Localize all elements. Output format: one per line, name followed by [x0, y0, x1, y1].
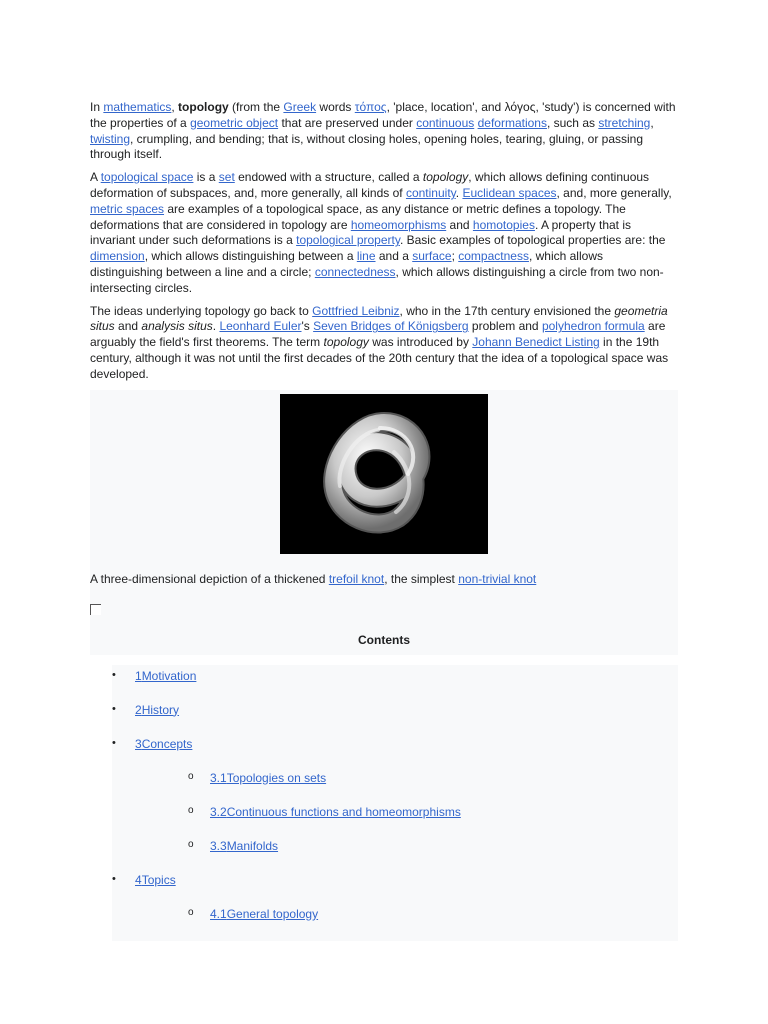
- toc-item: [90, 737, 678, 771]
- toc-link[interactable]: [135, 703, 179, 717]
- text: , which allows distinguishing between a line and a circle;: [90, 249, 603, 279]
- italic-topology: topology: [323, 335, 369, 350]
- text: , 'place, location', and λόγος, 'study') is concerned with the properties of a: [90, 100, 676, 130]
- text: problem and: [468, 319, 542, 334]
- toc-number: 3.2: [210, 804, 227, 819]
- text: , the simplest: [384, 571, 459, 586]
- toc-label: Topologies on sets: [226, 770, 327, 785]
- toc-item: [90, 873, 678, 907]
- text: and: [446, 217, 473, 232]
- text: A three-dimensional depiction of a thickened: [90, 571, 329, 586]
- text: , which allows defining continuous deformation of subspaces, and, more generally, all kinds of: [90, 170, 650, 200]
- link-homeomorphisms[interactable]: homeomorphisms: [350, 217, 447, 232]
- toc-number: 2: [135, 702, 142, 717]
- text: , such as: [546, 115, 599, 130]
- link-set[interactable]: set: [218, 170, 235, 185]
- toc-link[interactable]: [135, 873, 176, 887]
- link-euler[interactable]: Leonhard Euler: [219, 319, 302, 334]
- toc-label: General topology: [226, 906, 319, 921]
- toc-item: [90, 771, 678, 805]
- bullet-icon: •: [112, 736, 116, 749]
- text: ,: [171, 100, 179, 114]
- toc-item: [90, 805, 678, 839]
- bullet-icon: o: [188, 906, 194, 918]
- history-paragraph: [90, 304, 678, 383]
- toc-link[interactable]: [210, 839, 278, 853]
- text: . A property that is invariant under such deformations is a: [90, 217, 632, 248]
- link-line[interactable]: line: [356, 249, 376, 264]
- toc-number: 3: [135, 736, 142, 751]
- toc-number: 3.1: [210, 770, 227, 785]
- toc-label: History: [141, 702, 180, 717]
- toc-link[interactable]: [135, 737, 192, 751]
- toc-link[interactable]: [135, 669, 196, 683]
- link-continuity[interactable]: continuity: [405, 185, 456, 200]
- text: , and, more generally,: [556, 185, 672, 200]
- text: A: [90, 170, 101, 185]
- text: , which allows distinguishing a circle from two non-intersecting circles.: [90, 264, 664, 295]
- text: The ideas underlying topology go back to: [90, 303, 313, 318]
- toc-link[interactable]: [210, 771, 326, 785]
- bullet-icon: o: [188, 804, 194, 816]
- toc-label: Concepts: [141, 736, 193, 751]
- text: endowed with a structure, called a: [234, 170, 423, 185]
- toc-label: Motivation: [141, 668, 197, 683]
- link-homotopies[interactable]: homotopies: [472, 217, 535, 232]
- link-metric-spaces[interactable]: metric spaces: [90, 201, 165, 216]
- link-mathematics[interactable]: mathematics: [103, 100, 172, 114]
- text: .: [455, 185, 463, 200]
- intro-paragraph: [90, 100, 678, 163]
- toc-link[interactable]: [210, 907, 318, 921]
- toc-number: 1: [135, 668, 142, 683]
- text: words: [316, 100, 355, 114]
- toc-item: [90, 703, 678, 737]
- link-continuous[interactable]: continuous: [416, 115, 475, 130]
- italic-geometria-situs: geometria situs: [90, 303, 668, 334]
- link-euclidean-spaces[interactable]: Euclidean spaces: [462, 185, 557, 200]
- link-non-trivial-knot[interactable]: non-trivial knot: [458, 571, 537, 586]
- link-twisting[interactable]: twisting: [90, 131, 131, 146]
- toc-label: Continuous functions and homeomorphisms: [226, 804, 461, 819]
- italic-analysis-situs: analysis situs: [141, 319, 213, 334]
- trefoil-knot-image: [280, 394, 488, 554]
- toc-toggle-checkbox[interactable]: [90, 604, 101, 615]
- definition-paragraph: [90, 170, 678, 296]
- text: , crumpling, and bending; that is, without closing holes, opening holes, tearing, gluing, or passing through itself.: [90, 131, 644, 162]
- toc-title: Contents: [358, 632, 410, 647]
- text: and a: [375, 249, 413, 264]
- link-greek[interactable]: Greek: [283, 100, 317, 114]
- text: 's: [301, 319, 314, 334]
- text: was introduced by: [368, 335, 473, 350]
- link-topos[interactable]: τόπος: [354, 100, 387, 114]
- link-leibniz[interactable]: Gottfried Leibniz: [312, 303, 400, 318]
- figure-caption: [90, 572, 678, 587]
- toc-list: [112, 665, 678, 941]
- link-trefoil-knot[interactable]: trefoil knot: [328, 571, 385, 586]
- bullet-icon: o: [188, 770, 194, 782]
- toc-link[interactable]: [210, 805, 461, 819]
- bullet-icon: •: [112, 702, 116, 715]
- link-surface[interactable]: surface: [412, 249, 452, 264]
- link-topological-space[interactable]: topological space: [100, 170, 194, 185]
- article-body: [90, 100, 678, 941]
- toc-number: 3.3: [210, 838, 227, 853]
- link-stretching[interactable]: stretching: [598, 115, 651, 130]
- link-dimension[interactable]: dimension: [90, 249, 145, 264]
- bullet-icon: •: [112, 872, 116, 885]
- text: ;: [451, 249, 459, 264]
- toc-item: [90, 669, 678, 703]
- text: are arguably the field's first theorems. The term: [90, 319, 666, 350]
- text: . Basic examples of topological properties are: the: [399, 233, 666, 248]
- text: (from the: [228, 100, 284, 114]
- link-geometric-object[interactable]: geometric object: [190, 115, 279, 130]
- toc-number: 4: [135, 872, 142, 887]
- term-topology: topology: [178, 100, 229, 114]
- link-connectedness[interactable]: connectedness: [314, 264, 396, 279]
- link-listing[interactable]: Johann Benedict Listing: [472, 335, 600, 350]
- toc-item: [90, 907, 678, 941]
- text: and: [114, 319, 142, 334]
- text: in the 19th century, although it was not until the first decades of the 20th century that the idea of a topological space was developed.: [90, 335, 669, 381]
- text: ,: [650, 115, 654, 130]
- text: , which allows distinguishing between a: [144, 249, 357, 264]
- text: .: [212, 319, 220, 334]
- text: are examples of a topological space, as any distance or metric defines a topology. The deformations that are considered in topology are: [90, 201, 626, 232]
- toc-item: [90, 839, 678, 873]
- text: In: [90, 100, 104, 114]
- toc-number: 4.1: [210, 906, 227, 921]
- link-deformations[interactable]: deformations: [477, 115, 547, 130]
- link-compactness[interactable]: compactness: [458, 249, 529, 264]
- figure-panel: [90, 390, 678, 655]
- table-of-contents: [90, 665, 678, 941]
- text: is a: [193, 170, 219, 185]
- text: that are preserved under: [278, 115, 417, 130]
- italic-topology: topology: [422, 170, 469, 185]
- toc-label: Topics: [141, 872, 176, 887]
- bullet-icon: •: [112, 668, 116, 681]
- text: , who in the 17th century envisioned the: [399, 303, 615, 318]
- link-topological-property[interactable]: topological property: [296, 233, 400, 248]
- bullet-icon: o: [188, 838, 194, 850]
- link-polyhedron-formula[interactable]: polyhedron formula: [541, 319, 645, 334]
- link-seven-bridges[interactable]: Seven Bridges of Königsberg: [313, 319, 469, 334]
- toc-label: Manifolds: [226, 838, 279, 853]
